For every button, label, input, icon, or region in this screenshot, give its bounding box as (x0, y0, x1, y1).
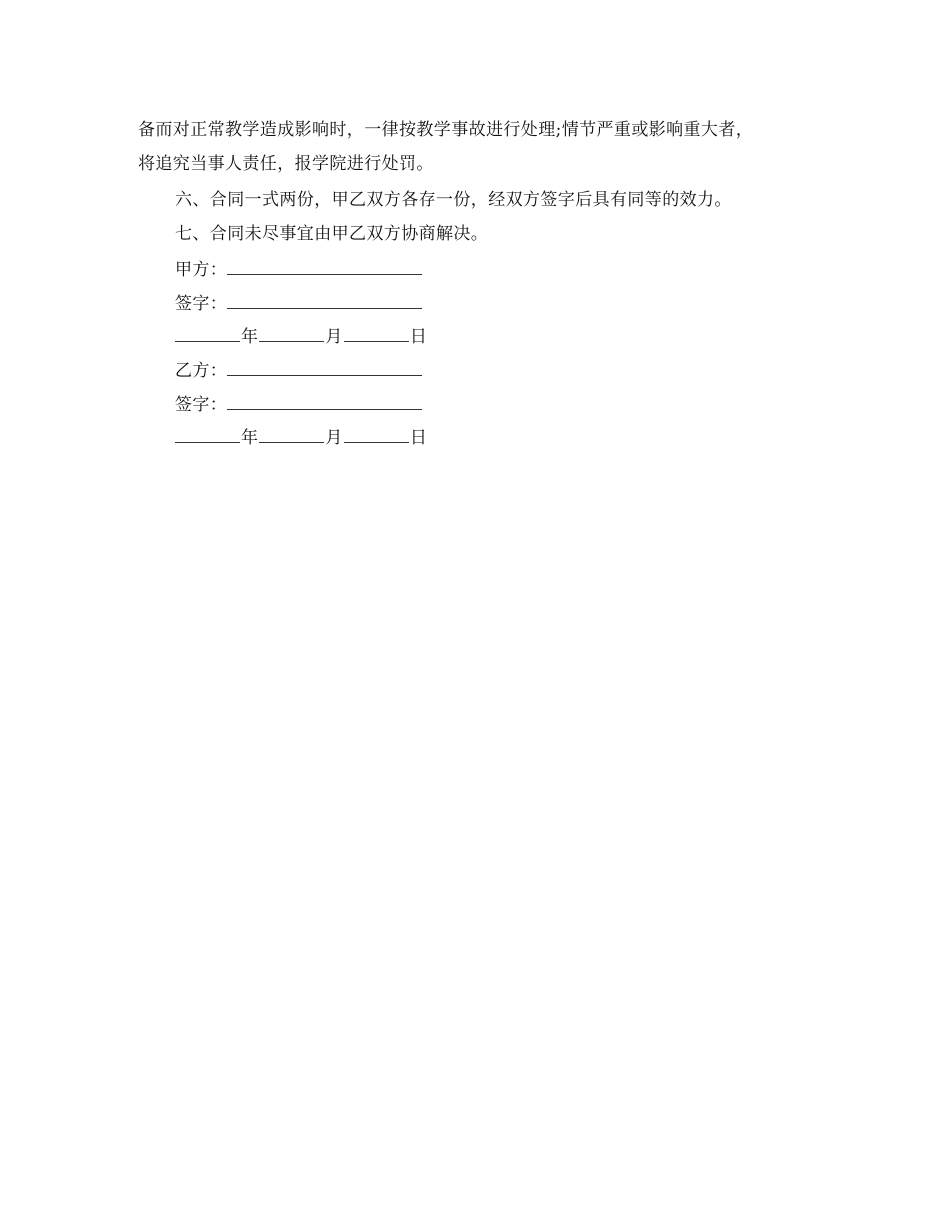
party-b-signature-field (175, 393, 422, 415)
party-a-month-blank (259, 325, 324, 342)
party-b-year-label: 年 (241, 428, 259, 448)
party-b-signature-label: 签字： (175, 395, 228, 415)
party-b-day-label: 日 (409, 428, 428, 448)
party-a-field (175, 258, 422, 280)
party-a-signature-label: 签字： (175, 294, 228, 314)
clause-seven: 七、合同未尽事宜由甲乙双方协商解决。 (175, 224, 489, 244)
party-b-field (175, 359, 422, 381)
party-a-signature-blank (227, 292, 422, 309)
party-b-signature-blank (227, 393, 422, 410)
party-a-day-blank (344, 325, 409, 342)
party-b-label: 乙方： (175, 361, 228, 381)
party-b-date-field (175, 426, 428, 448)
party-a-blank (227, 258, 422, 275)
party-a-year-blank (175, 325, 240, 342)
party-a-month-label: 月 (325, 327, 343, 347)
party-b-day-blank (344, 426, 409, 443)
party-a-year-label: 年 (241, 327, 259, 347)
paragraph-continuation-line-2: 将追究当事人责任，报学院进行处罚。 (138, 154, 434, 174)
paragraph-continuation-line-1: 备而对正常教学造成影响时，一律按教学事故进行处理;情节严重或影响重大者， (138, 120, 754, 140)
party-a-signature-field (175, 292, 422, 314)
clause-six: 六、合同一式两份，甲乙双方各存一份，经双方签字后具有同等的效力。 (175, 190, 732, 210)
party-b-month-blank (259, 426, 324, 443)
party-b-blank (227, 359, 422, 376)
party-a-day-label: 日 (409, 327, 428, 347)
party-a-label: 甲方： (175, 260, 228, 280)
party-a-date-field (175, 325, 428, 347)
party-b-year-blank (175, 426, 240, 443)
party-b-month-label: 月 (325, 428, 343, 448)
